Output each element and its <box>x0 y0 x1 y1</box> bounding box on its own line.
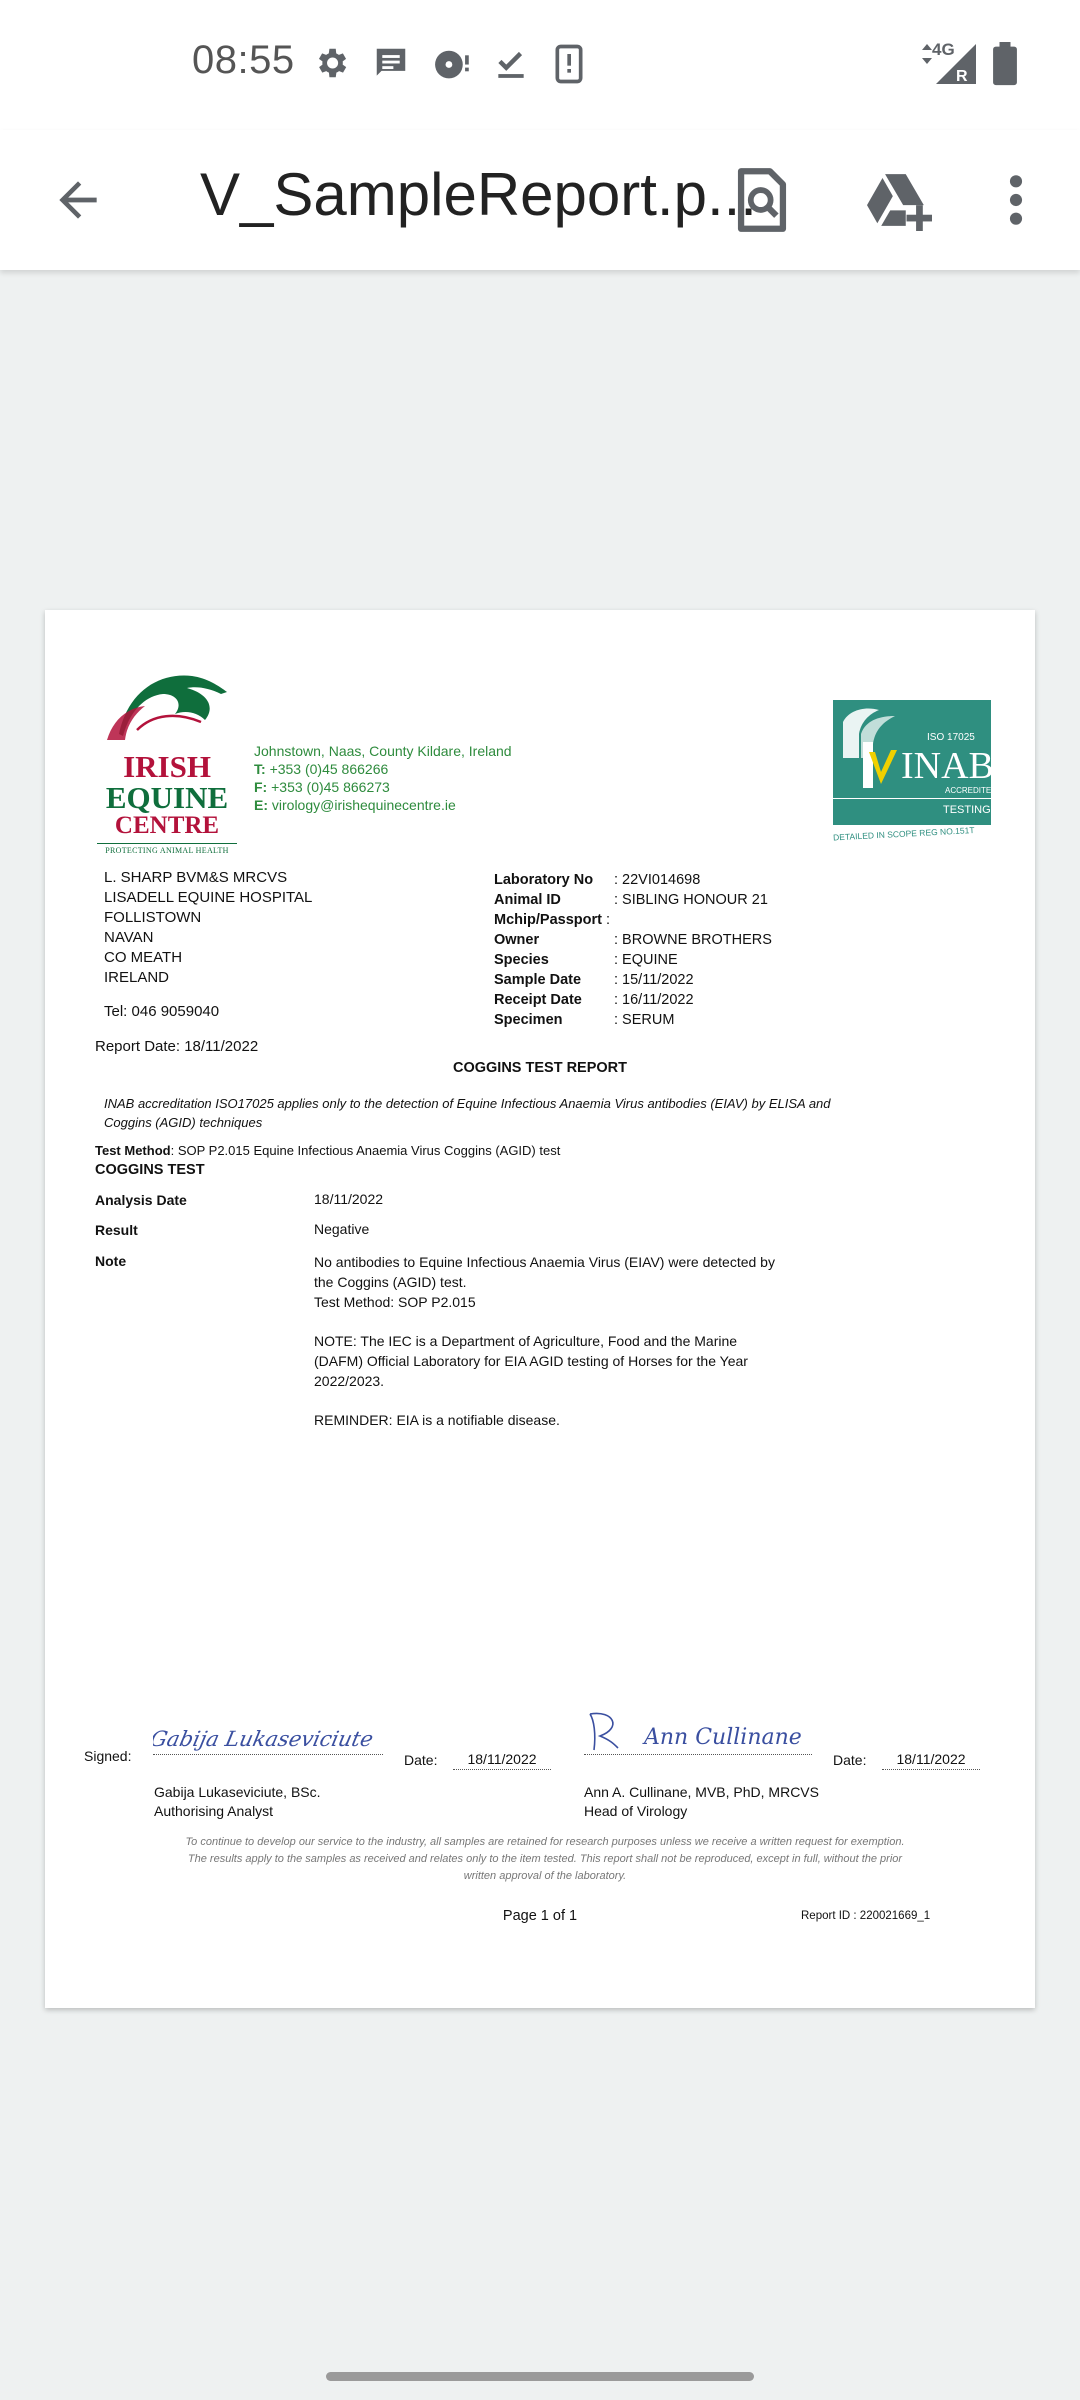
date-label-2: Date: <box>833 1752 867 1768</box>
signature-2-image <box>584 1710 812 1754</box>
signatory-1-role: Authorising Analyst <box>154 1803 274 1819</box>
date-label-1: Date: <box>404 1752 438 1768</box>
inab-accredited: ACCREDITED <box>945 786 998 795</box>
note-line: (DAFM) Official Laboratory for EIA AGID testing of Horses for the Year <box>314 1353 748 1369</box>
signatory-2 <box>584 1783 819 1821</box>
contact-tel: +353 (0)45 866266 <box>269 761 389 777</box>
note-label: Note <box>95 1253 127 1269</box>
more-options-button[interactable] <box>968 152 1064 248</box>
contact-fax: +353 (0)45 866273 <box>271 779 390 795</box>
lab-value: : SERUM <box>614 1012 675 1028</box>
signature-1-image <box>153 1718 383 1758</box>
client-tel: Tel: 046 9059040 <box>104 1003 220 1020</box>
signatory-1 <box>154 1783 321 1821</box>
disc-sync-icon <box>432 44 472 82</box>
disclaimer-line: To continue to develop our service to the industry, all samples are retained for research purposes unless we receive a written request for exemption. <box>185 1836 905 1848</box>
signature-date-2: 18/11/2022 <box>882 1751 980 1770</box>
contact-email[interactable]: virology@irishequinecentre.ie <box>271 797 456 813</box>
app-bar <box>0 130 1080 270</box>
test-method-label: Test Method <box>95 1143 171 1158</box>
lab-row <box>494 952 914 972</box>
lab-value: : 22VI014698 <box>614 872 701 888</box>
signatory-1-name: Gabija Lukaseviciute, BSc. <box>154 1784 321 1800</box>
status-time: 08:55 <box>192 38 295 82</box>
contact-block <box>254 742 554 814</box>
disclaimer-line: The results apply to the samples as received and relates only to the item tested. This report shall not be reproduced, except in full, without the prior <box>187 1853 903 1865</box>
lab-row <box>494 892 914 912</box>
inab-iso: ISO 17025 <box>927 732 975 743</box>
lab-row <box>494 972 914 992</box>
signature-line-2 <box>584 1710 812 1755</box>
lab-label: Animal ID <box>494 892 561 908</box>
result-label: Result <box>95 1222 138 1238</box>
checkmark-icon <box>492 44 530 82</box>
inab-note <box>104 1094 984 1132</box>
message-icon <box>372 44 410 82</box>
note-text <box>314 1252 874 1430</box>
add-to-drive-button[interactable] <box>850 152 946 248</box>
test-method-value: : SOP P2.015 Equine Infectious Anaemia Virus Coggins (AGID) test <box>170 1143 561 1158</box>
disclaimer-line: written approval of the laboratory. <box>463 1870 627 1882</box>
analysis-date-value: 18/11/2022 <box>314 1191 384 1207</box>
find-in-document-button[interactable] <box>714 152 810 248</box>
signatory-2-role: Head of Virology <box>584 1803 688 1819</box>
report-id: Report ID : 220021669_1 <box>801 1910 931 1922</box>
note-line: NOTE: The IEC is a Department of Agriculture, Food and the Marine <box>314 1333 738 1349</box>
tel-label: T: <box>254 761 266 777</box>
lab-details <box>494 872 914 1032</box>
logo-centre: CENTRE <box>114 812 220 839</box>
lab-value: : SIBLING HONOUR 21 <box>614 892 768 908</box>
signed-label: Signed: <box>84 1748 132 1764</box>
lab-value: : BROWNE BROTHERS <box>614 932 772 948</box>
signature-1-script: Gabija Lukaseviciute <box>153 1727 376 1752</box>
lab-value: : 16/11/2022 <box>614 992 694 1008</box>
status-bar <box>0 0 1080 130</box>
fax-label: F: <box>254 779 268 795</box>
more-vert-icon <box>1004 172 1028 228</box>
inab-testing: TESTING <box>943 804 991 816</box>
inab-brand: INAB <box>901 745 994 787</box>
inab-note-line: INAB accreditation ISO17025 applies only to the detection of Equine Infectious Anaemia Virus antibodies (EIAV) by ELISA and <box>104 1096 831 1111</box>
note-line: Test Method: SOP P2.015 <box>314 1294 476 1310</box>
client-line: LISADELL EQUINE HOSPITAL <box>104 889 313 906</box>
email-label: E: <box>254 797 268 813</box>
logo-equine: EQUINE <box>105 780 229 815</box>
page-number: Page 1 of 1 <box>502 1908 578 1924</box>
contact-address: Johnstown, Naas, County Kildare, Ireland <box>254 743 512 759</box>
phone-alert-icon <box>552 44 586 84</box>
lab-row <box>494 872 914 892</box>
lab-label: Receipt Date <box>494 992 582 1008</box>
disclaimer <box>145 1834 945 1885</box>
inab-check-icon <box>867 748 899 788</box>
result-value: Negative <box>314 1221 370 1237</box>
signatory-2-name: Ann A. Cullinane, MVB, PhD, MRCVS <box>584 1784 819 1800</box>
inab-scope: DETAILED IN SCOPE REG NO.151T <box>832 825 975 843</box>
lab-value: : <box>606 912 611 928</box>
logo-irish: IRISH <box>123 749 211 784</box>
lab-label: Sample Date <box>494 972 582 988</box>
lab-row <box>494 992 914 1012</box>
note-line: REMINDER: EIA is a notifiable disease. <box>314 1412 560 1428</box>
inab-note-line: Coggins (AGID) techniques <box>104 1115 263 1130</box>
document-title: V_SampleReport.p... <box>200 161 757 228</box>
find-in-document-icon <box>732 166 792 234</box>
note-line: No antibodies to Equine Infectious Anaemia Virus (EIAV) were detected by <box>314 1254 775 1270</box>
roaming-indicator: R <box>956 68 968 85</box>
report-date: Report Date: 18/11/2022 <box>95 1038 259 1055</box>
test-method <box>95 1143 560 1158</box>
gesture-home-indicator[interactable] <box>326 2372 754 2381</box>
lab-row <box>494 1012 914 1032</box>
section-heading: COGGINS TEST <box>95 1162 205 1178</box>
network-type: 4G <box>932 40 955 59</box>
lab-row <box>494 932 914 952</box>
pdf-page[interactable] <box>45 610 1035 2008</box>
signal-icon <box>914 38 984 88</box>
inab-logo <box>832 700 998 843</box>
lab-label: Laboratory No <box>494 872 594 888</box>
irish-equine-centre-logo <box>97 664 237 854</box>
settings-icon <box>312 44 350 82</box>
report-title: COGGINS TEST REPORT <box>452 1060 627 1076</box>
signature-date-1: 18/11/2022 <box>453 1751 551 1770</box>
lab-label: Owner <box>494 932 540 948</box>
back-button[interactable] <box>30 152 126 248</box>
battery-icon <box>990 42 1020 86</box>
lab-label: Mchip/Passport <box>494 912 602 928</box>
analysis-date-label: Analysis Date <box>95 1192 187 1208</box>
client-address <box>104 868 312 1022</box>
client-line: FOLLISTOWN <box>104 909 202 926</box>
note-line: 2022/2023. <box>314 1373 385 1389</box>
horse-emblem-icon <box>97 664 237 744</box>
client-line: NAVAN <box>104 929 154 946</box>
arrow-back-icon <box>50 172 106 228</box>
signature-line-1 <box>153 1718 383 1755</box>
client-line: IRELAND <box>104 969 170 986</box>
add-to-drive-icon <box>864 169 932 231</box>
logo-tagline: PROTECTING ANIMAL HEALTH <box>97 843 237 855</box>
client-line: CO MEATH <box>104 949 183 966</box>
lab-row <box>494 912 914 932</box>
lab-label: Species <box>494 952 549 968</box>
signature-2-script: Ann Cullinane <box>644 1725 802 1750</box>
client-line: L. SHARP BVM&S MRCVS <box>104 869 288 886</box>
lab-value: : EQUINE <box>614 952 678 968</box>
lab-label: Specimen <box>494 1012 563 1028</box>
note-line: the Coggins (AGID) test. <box>314 1274 467 1290</box>
lab-value: : 15/11/2022 <box>614 972 694 988</box>
